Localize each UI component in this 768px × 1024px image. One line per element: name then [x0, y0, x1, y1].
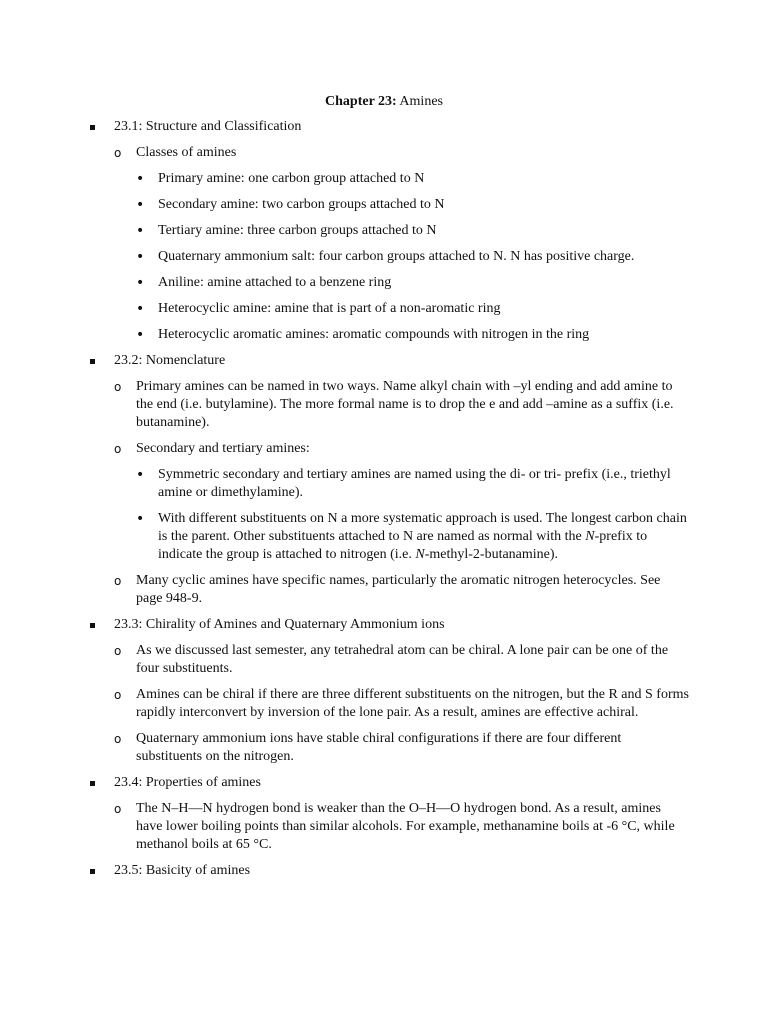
list-item: [90, 572, 690, 608]
sub-list-item: [90, 222, 690, 240]
list-item: [90, 800, 690, 854]
circle-bullet-icon: o: [114, 802, 122, 816]
section-item: [90, 118, 690, 344]
section-item: [90, 352, 690, 608]
sub-list-item-text: Heterocyclic aromatic amines: aromatic compounds with nitrogen in the ring: [158, 327, 590, 342]
sub-list-item-text: Aniline: amine attached to a benzene ring: [158, 275, 392, 290]
sub-list-item: [90, 196, 690, 214]
sub-list-item: [90, 274, 690, 292]
page-title: [0, 93, 768, 111]
sub-list-item: [90, 466, 690, 502]
dot-bullet-icon: •: [136, 171, 145, 187]
list-item-text: The N–H—N hydrogen bond is weaker than the O–H—O hydrogen bond. As a result, amines have lower boiling points than similar alcohols. For example, methanamine boils at -6 °C, while methanol boils at 65 °C.: [136, 801, 675, 852]
square-bullet-icon: [90, 359, 95, 364]
list-item-text: As we discussed last semester, any tetrahedral atom can be chiral. A lone pair can be one of the four substituents.: [136, 643, 669, 676]
list-item: [90, 144, 690, 344]
list-item: [90, 730, 690, 766]
list-item: [90, 440, 690, 564]
circle-bullet-icon: o: [114, 688, 122, 702]
square-bullet-icon: [90, 623, 95, 628]
section-heading: 23.1: Structure and Classification: [114, 119, 302, 134]
list-item: [90, 686, 690, 722]
dot-bullet-icon: •: [136, 467, 145, 483]
section-heading: 23.4: Properties of amines: [114, 775, 261, 790]
dot-bullet-icon: •: [136, 197, 145, 213]
dot-bullet-icon: •: [136, 249, 145, 265]
italic-n: N: [585, 529, 595, 544]
title-chapter: Chapter 23:: [325, 94, 397, 109]
dot-bullet-icon: •: [136, 327, 145, 343]
title-subject: Amines: [396, 94, 443, 109]
list-item: [90, 378, 690, 432]
section-heading: 23.2: Nomenclature: [114, 353, 226, 368]
dot-bullet-icon: •: [136, 223, 145, 239]
list-item: [90, 642, 690, 678]
circle-bullet-icon: o: [114, 574, 122, 588]
square-bullet-icon: [90, 869, 95, 874]
dot-bullet-icon: •: [136, 301, 145, 317]
sub-list-item: [90, 326, 690, 344]
section-item: [90, 862, 690, 880]
list-item-text: Secondary and tertiary amines:: [136, 441, 310, 456]
sub-list-item: [90, 300, 690, 318]
list-item-text: Primary amines can be named in two ways. Name alkyl chain with –yl ending and add amine to the end (i.e. butylamine). The more formal name is to drop the e and add –amine as a suffix (i.e. butanamine).: [136, 379, 674, 430]
circle-bullet-icon: o: [114, 442, 122, 456]
sub-list-item: [90, 248, 690, 266]
sub-list-item-text: Secondary amine: two carbon groups attached to N: [158, 197, 445, 212]
circle-bullet-icon: o: [114, 380, 122, 394]
sub-list-item-text: With different substituents on N a more systematic approach is used. The longest carbon chain is the parent. Other substituents attached to N are named as normal with the N-prefix to indicate the group is attached to nitrogen (i.e. N-methyl-2-butanamine).: [158, 511, 687, 562]
section-item: [90, 616, 690, 766]
section-item: [90, 774, 690, 854]
circle-bullet-icon: o: [114, 644, 122, 658]
list-item-text: Quaternary ammonium ions have stable chiral configurations if there are four different substituents on the nitrogen.: [136, 731, 622, 764]
square-bullet-icon: [90, 125, 95, 130]
sub-list-item-text: Quaternary ammonium salt: four carbon groups attached to N. N has positive charge.: [158, 249, 635, 264]
italic-n: N: [415, 547, 425, 562]
circle-bullet-icon: o: [114, 146, 122, 160]
sub-list-item: [90, 170, 690, 188]
sub-list-item: [90, 510, 690, 564]
sub-list-item-text: Symmetric secondary and tertiary amines are named using the di- or tri- prefix (i.e., triethyl amine or dimethylamine).: [158, 467, 671, 500]
list-item-text: Many cyclic amines have specific names, particularly the aromatic nitrogen heterocycles. See page 948-9.: [136, 573, 661, 606]
square-bullet-icon: [90, 781, 95, 786]
circle-bullet-icon: o: [114, 732, 122, 746]
section-heading: 23.3: Chirality of Amines and Quaternary Ammonium ions: [114, 617, 445, 632]
sub-list-item-text: Tertiary amine: three carbon groups attached to N: [158, 223, 437, 238]
sub-list-item-text: Primary amine: one carbon group attached to N: [158, 171, 425, 186]
dot-bullet-icon: •: [136, 275, 145, 291]
dot-bullet-icon: •: [136, 511, 145, 527]
list-item-text: Amines can be chiral if there are three different substituents on the nitrogen, but the R and S forms rapidly interconvert by inversion of the lone pair. As a result, amines are effective achiral.: [136, 687, 689, 720]
list-item-text: Classes of amines: [136, 145, 237, 160]
sub-list-item-text: Heterocyclic amine: amine that is part of a non-aromatic ring: [158, 301, 501, 316]
outline: [90, 118, 690, 888]
section-heading: 23.5: Basicity of amines: [114, 863, 251, 878]
